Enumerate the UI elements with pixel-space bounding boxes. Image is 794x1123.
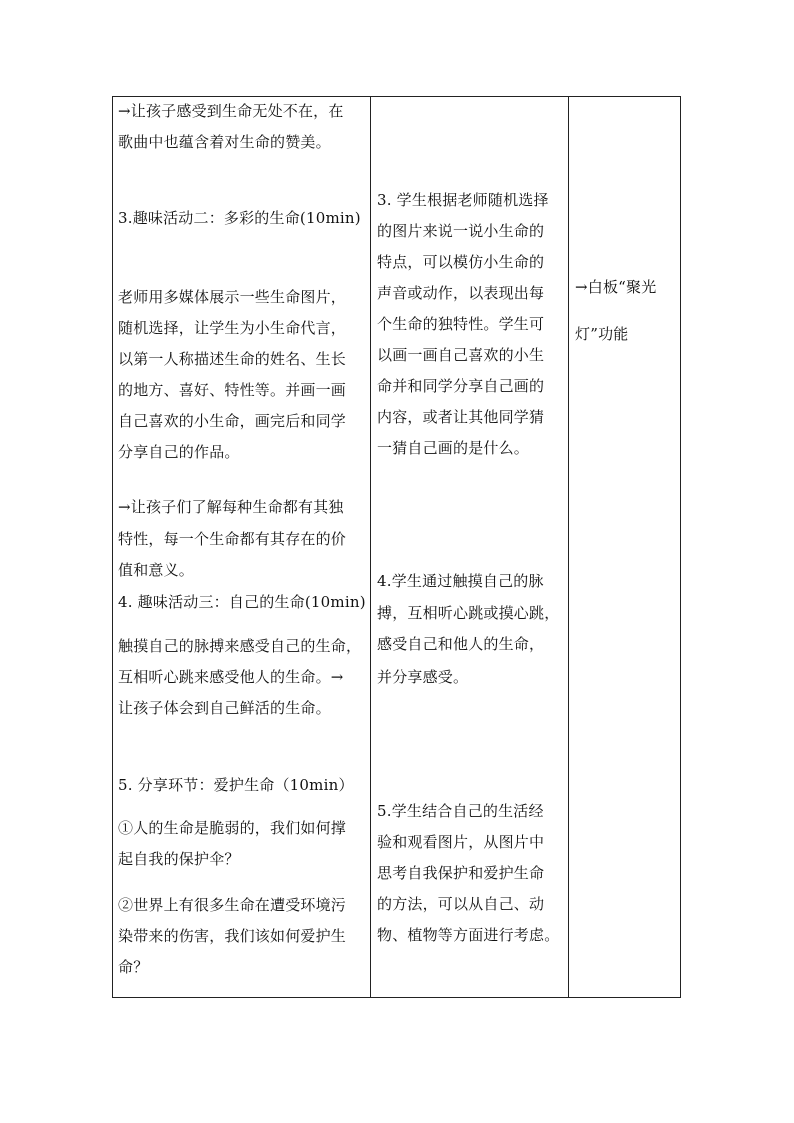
teacher-line: ①人的生命是脆弱的，我们如何撑	[118, 819, 347, 837]
activity-heading: 4. 趣味活动三：自己的生命(10min)	[118, 593, 366, 611]
activity-heading: 3.趣味活动二：多彩的生命(10min)	[118, 209, 361, 227]
teacher-line: 特性，每一个生命都有其存在的价	[118, 530, 347, 548]
column-divider-1	[370, 96, 371, 998]
column-divider-2	[568, 96, 569, 998]
student-line: 验和观看图片，从图片中	[377, 833, 545, 851]
media-cell	[575, 96, 679, 998]
teacher-line: →让孩子们了解每种生命都有其独	[118, 498, 344, 516]
student-line: 思考自我保护和爱护生命	[377, 864, 545, 882]
teacher-line: 的地方、喜好、特性等。并画一画	[118, 381, 347, 399]
student-line: 声音或动作，以表现出每	[377, 284, 545, 302]
student-line: 并分享感受。	[377, 668, 469, 686]
student-line: 物、植物等方面进行考虑。	[377, 926, 560, 944]
lesson-table	[112, 96, 681, 998]
teacher-line: 老师用多媒体展示一些生命图片，	[118, 288, 347, 306]
teacher-line: 自己喜欢的小生命，画完后和同学	[118, 412, 347, 430]
student-line: 搏，互相听心跳或摸心跳，	[377, 604, 560, 622]
student-line: 命并和同学分享自己画的	[377, 377, 545, 395]
student-line: 3. 学生根据老师随机选择	[377, 191, 549, 209]
student-line: 一猜自己画的是什么。	[377, 439, 530, 457]
teacher-line: 分享自己的作品。	[118, 443, 240, 461]
teacher-activity-cell	[118, 96, 370, 998]
activity-heading: 5. 分享环节：爱护生命（10min）	[118, 776, 354, 794]
teacher-line: 歌曲中也蕴含着对生命的赞美。	[118, 133, 331, 151]
student-line: 特点，可以模仿小生命的	[377, 253, 545, 271]
teacher-line: 让孩子体会到自己鲜活的生命。	[118, 699, 331, 717]
teacher-line: 随机选择，让学生为小生命代言，	[118, 319, 347, 337]
student-line: 的图片来说一说小生命的	[377, 222, 545, 240]
student-line: 以画一画自己喜欢的小生	[377, 346, 545, 364]
student-line: 感受自己和他人的生命，	[377, 635, 545, 653]
student-line: 的方法，可以从自己、动	[377, 895, 545, 913]
table-border-left	[112, 96, 113, 998]
teacher-line: 染带来的伤害，我们该如何爱护生	[118, 927, 347, 945]
media-line: →白板“聚光	[575, 278, 657, 296]
teacher-line: 起自我的保护伞？	[118, 850, 240, 868]
student-activity-cell	[377, 96, 567, 998]
teacher-line: →让孩子感受到生命无处不在，在	[118, 102, 344, 120]
teacher-line: 命？	[118, 958, 149, 976]
teacher-line: 以第一人称描述生命的姓名、生长	[118, 350, 347, 368]
media-line: 灯”功能	[575, 325, 629, 343]
student-line: 4.学生通过触摸自己的脉	[377, 572, 544, 590]
teacher-line: 触摸自己的脉搏来感受自己的生命，	[118, 637, 362, 655]
student-line: 内容，或者让其他同学猜	[377, 408, 545, 426]
student-line: 个生命的独特性。学生可	[377, 315, 545, 333]
teacher-line: 互相听心跳来感受他人的生命。→	[118, 668, 344, 686]
table-border-right	[680, 96, 681, 998]
teacher-line: ②世界上有很多生命在遭受环境污	[118, 896, 347, 914]
teacher-line: 值和意义。	[118, 561, 195, 579]
student-line: 5.学生结合自己的生活经	[377, 802, 544, 820]
